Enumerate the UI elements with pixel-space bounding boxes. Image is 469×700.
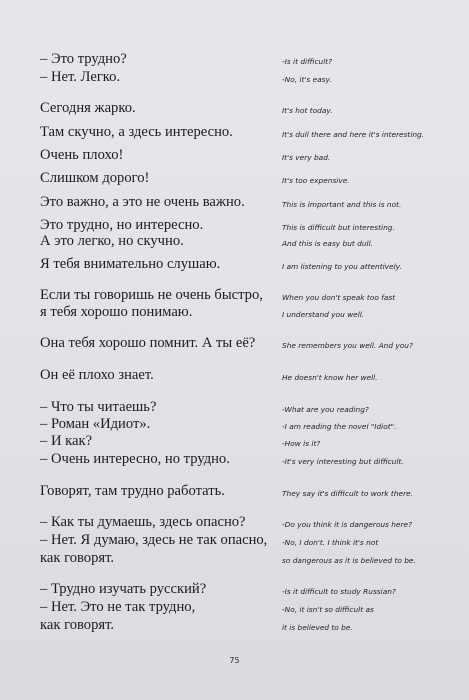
english-translation: It's very bad.: [282, 153, 331, 162]
english-translation: it is believed to be.: [282, 623, 353, 632]
russian-phrase: Сегодня жарко.: [40, 100, 136, 116]
english-translation: -It's very interesting but difficult.: [282, 457, 404, 466]
russian-phrase: – Очень интересно, но трудно.: [40, 451, 230, 467]
english-translation: I am listening to you attentively.: [282, 262, 402, 271]
english-translation: so dangerous as it is believed to be.: [282, 556, 416, 565]
russian-phrase: – Нет. Я думаю, здесь не так опасно,: [40, 532, 268, 548]
english-translation: It's dull there and here it's interesting.: [282, 130, 425, 139]
russian-phrase: Там скучно, а здесь интересно.: [40, 124, 233, 140]
russian-phrase: – Как ты думаешь, здесь опасно?: [40, 514, 246, 530]
english-translation: -No, I don't. I think it's not: [282, 538, 379, 547]
russian-phrase: как говорят.: [40, 550, 115, 566]
english-translation: -What are you reading?: [282, 405, 369, 414]
russian-phrase: – Это трудно?: [40, 51, 127, 67]
russian-phrase: я тебя хорошо понимаю.: [40, 304, 193, 320]
english-translation: I understand you well.: [282, 310, 365, 319]
russian-phrase: – Трудно изучать русский?: [40, 581, 207, 597]
russian-phrase: – Роман «Идиот».: [40, 416, 151, 432]
english-translation: -How is it?: [282, 439, 321, 448]
english-translation: When you don't speak too fast: [282, 293, 396, 302]
russian-phrase: Говорят, там трудно работать.: [40, 483, 225, 499]
russian-phrase: – И как?: [40, 433, 93, 449]
english-translation: They say it's difficult to work there.: [282, 489, 413, 498]
russian-phrase: – Что ты читаешь?: [40, 399, 157, 415]
russian-phrase: Он её плохо знает.: [40, 367, 154, 383]
page-number: 75: [229, 656, 240, 665]
english-translation: -I am reading the novel "Idiot".: [282, 422, 397, 431]
russian-phrase: Если ты говоришь не очень быстро,: [40, 287, 263, 303]
russian-phrase: – Нет. Это не так трудно,: [40, 599, 196, 615]
russian-phrase: Слишком дорого!: [40, 170, 150, 186]
russian-phrase: Она тебя хорошо помнит. А ты её?: [40, 335, 256, 351]
russian-phrase: Это трудно, но интересно.: [40, 217, 204, 233]
russian-phrase: А это легко, но скучно.: [40, 233, 184, 249]
english-translation: It's hot today.: [282, 106, 333, 115]
english-translation: -No, it's easy.: [282, 75, 332, 84]
english-translation: This is difficult but interesting.: [282, 223, 395, 232]
english-translation: And this is easy but dull.: [282, 239, 373, 248]
english-translation: It's too expensive.: [282, 176, 350, 185]
english-translation: -Do you think it is dangerous here?: [282, 520, 412, 529]
english-translation: She remembers you well. And you?: [282, 341, 413, 350]
english-translation: -Is it difficult?: [282, 57, 333, 66]
english-translation: This is important and this is not.: [282, 200, 402, 209]
russian-phrase: Очень плохо!: [40, 147, 124, 163]
russian-phrase: – Нет. Легко.: [40, 69, 121, 85]
russian-phrase: Я тебя внимательно слушаю.: [40, 256, 221, 272]
english-translation: -No, it isn't so difficult as: [282, 605, 374, 614]
english-translation: He doesn't know her well.: [282, 373, 378, 382]
russian-phrase: как говорят.: [40, 617, 115, 633]
english-translation: -Is it difficult to study Russian?: [282, 587, 396, 596]
russian-phrase: Это важно, а это не очень важно.: [40, 194, 245, 210]
